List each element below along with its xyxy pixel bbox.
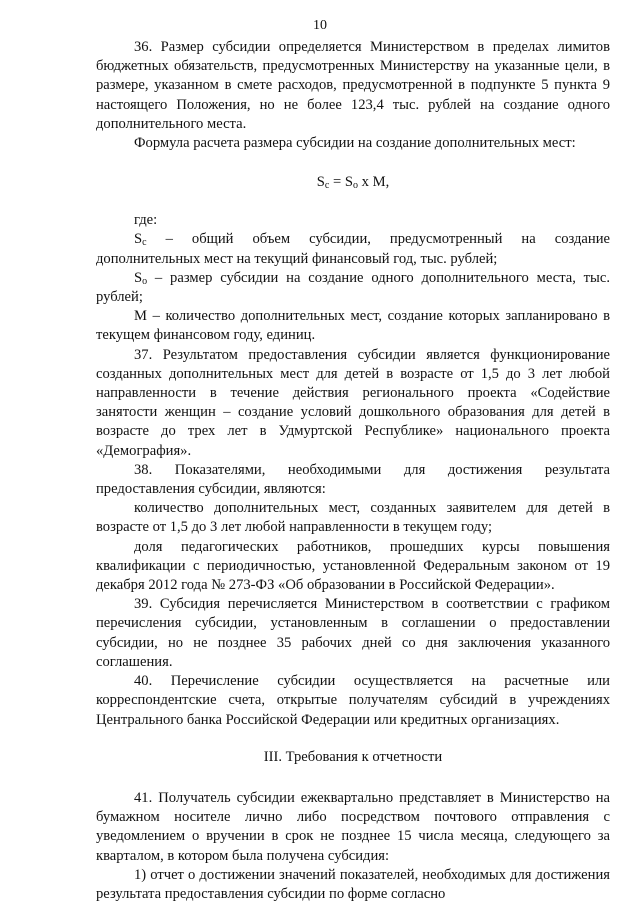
def-sc-sub: с — [142, 237, 147, 249]
page-number: 10 — [313, 18, 327, 33]
def-so-symbol: S — [134, 269, 143, 286]
paragraph-38-indicator-2: доля педагогических работников, прошедших курсы повышения квалификации с периодичностью, установленной Федеральным законом от 19 декабря 2012 года № 273-ФЗ «Об образовании в Российской Федерации». — [96, 538, 610, 594]
formula-rest: x M, — [358, 174, 390, 191]
paragraph-41: 41. Получатель субсидии ежеквартально представляет в Министерство на бумажном носителе лично либо посредством почтового отправления с уведомлением о вручении в срок не позднее 15 числа месяца, следующего за кварталом, в котором была получена субсидия: — [96, 789, 610, 864]
paragraph-39: 39. Субсидия перечисляется Министерством в соответствии с графиком перечисления субсидии, установленным в соглашении о предоставлении субсидии, но не позднее 35 рабочих дней со дня заключения указанного соглашения. — [96, 596, 610, 670]
formula-eq: = S — [329, 174, 353, 191]
where-label: где: — [134, 212, 158, 229]
paragraph-37: 37. Результатом предоставления субсидии является функционирование созданных дополнительных мест для детей в возрасте от 1,5 до 3 лет любой направленности в течение действия регионального проекта «Содействие занятости женщин – создание условий дошкольного образования для детей в возрасте до трех лет в Удмуртской Республике» национального проекта «Демография». — [96, 346, 610, 459]
section-title: III. Требования к отчетности — [263, 748, 443, 765]
def-sc-text: – общий объем субсидии, предусмотренный на создание дополнительных мест на текущий финансовый год, тыс. рублей; — [96, 231, 610, 267]
definition-sc — [96, 230, 610, 268]
paragraph-40: 40. Перечисление субсидии осуществляется на расчетные или корреспондентские счета, открытые получателям субсидий в учреждениях Центрального банка Российской Федерации или кредитных организациях. — [96, 673, 610, 728]
definition-m: М – количество дополнительных мест, создание которых запланировано в текущем финансовом году, единиц. — [96, 308, 610, 344]
def-so-sub: о — [142, 275, 148, 287]
paragraph-36: 36. Размер субсидии определяется Министерством в пределах лимитов бюджетных обязательств, предусмотренных Министерству на указанные цели, в размере, указанном в смете расходов, предусмотренной в подпункте 5 пункта 9 настоящего Положения, но не более 123,4 тыс. рублей на создание одного дополнительного места. — [96, 39, 610, 132]
paragraph-38-indicator-1: количество дополнительных мест, созданных заявителем для детей в возрасте от 1,5 до 3 лет любой направленности в текущем году; — [96, 500, 610, 536]
def-so-text: – размер субсидии на создание одного дополнительного места, тыс. рублей; — [96, 269, 610, 306]
formula-intro: Формула расчета размера субсидии на создание дополнительных мест: — [134, 135, 576, 152]
formula-sub-c: c — [324, 180, 330, 192]
formula — [96, 172, 610, 192]
definition-so — [96, 269, 610, 307]
paragraph-38: 38. Показателями, необходимыми для достижения результата предоставления субсидии, являются: — [96, 461, 610, 498]
document-body — [96, 38, 610, 904]
def-sc-symbol: S — [134, 231, 143, 248]
formula-sub-o: о — [353, 180, 358, 192]
formula-s: S — [316, 174, 325, 191]
paragraph-41-item-1: 1) отчет о достижении значений показателей, необходимых для достижения результата предоставления субсидии по форме согласно — [96, 866, 610, 902]
